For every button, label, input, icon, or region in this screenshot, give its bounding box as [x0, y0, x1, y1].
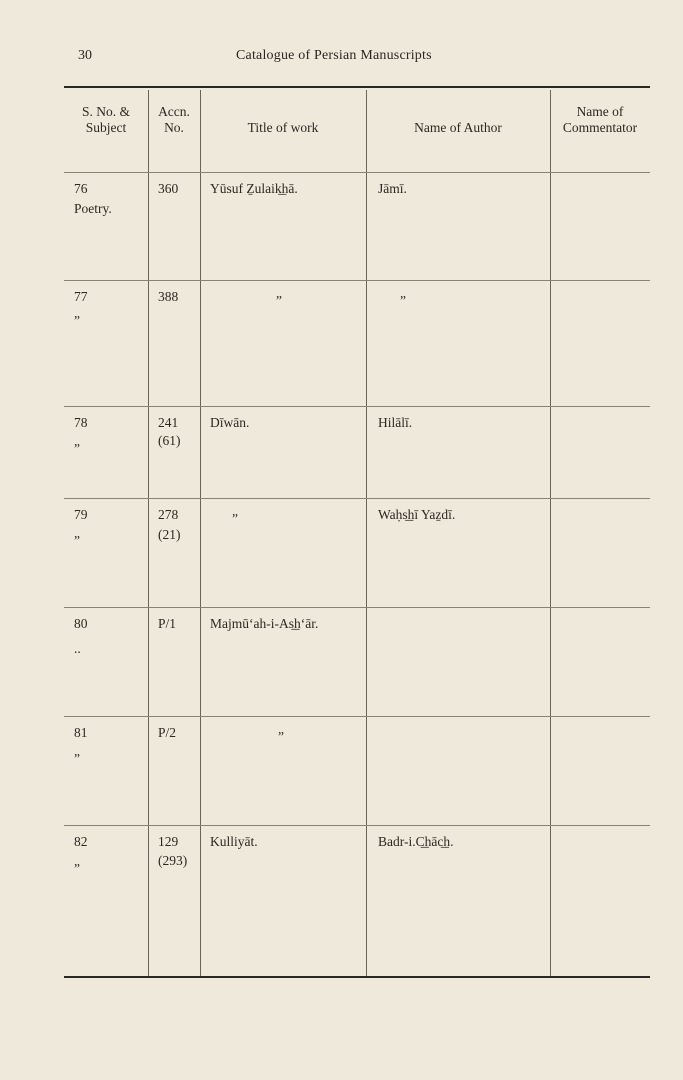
column-header-sno: [66, 104, 146, 136]
header-line: Name of: [576, 104, 624, 119]
work-title: Dīwān.: [210, 415, 250, 430]
row-separator: [64, 280, 650, 281]
accession-number: P/2: [158, 725, 177, 740]
row-separator: [64, 607, 650, 608]
work-title: Kulliyāt.: [210, 834, 258, 849]
accession-number: P/1: [158, 616, 177, 631]
column-header-author: [366, 120, 550, 136]
column-divider: [366, 90, 367, 976]
table-bottom-rule: [64, 976, 650, 978]
accession-number: 241: [158, 415, 179, 430]
page-number: 30: [78, 48, 92, 63]
header-line: Subject: [85, 120, 127, 135]
accession-number-secondary: (293): [158, 853, 188, 868]
row-separator: [64, 825, 650, 826]
work-title: ”: [232, 511, 238, 526]
serial-number: 78: [74, 415, 88, 430]
header-line: Name of Author: [414, 120, 502, 135]
work-title: Yūsuf Ẕulaik͟hā.: [210, 181, 298, 196]
row-separator: [64, 716, 650, 717]
subject: ”: [74, 533, 80, 548]
subject: ”: [74, 861, 80, 876]
subject: ”: [74, 441, 80, 456]
header-line: S. No. &: [81, 104, 130, 119]
row-separator: [64, 172, 650, 173]
accession-number: 278: [158, 507, 179, 522]
header-line: No.: [164, 120, 184, 135]
subject: ”: [74, 313, 80, 328]
accession-number: 129: [158, 834, 179, 849]
row-separator: [64, 406, 650, 407]
author-name: Hilālī.: [378, 415, 413, 430]
author-name: Jāmī.: [378, 181, 407, 196]
serial-number: 82: [74, 834, 88, 849]
author-name: ”: [400, 293, 406, 308]
accession-number: 360: [158, 181, 179, 196]
serial-number: 76: [74, 181, 88, 196]
author-name: Waḥs͟hī Yaẕdī.: [378, 507, 456, 522]
column-header-accn: [148, 104, 200, 136]
table-top-rule: [64, 86, 650, 88]
serial-number: 80: [74, 616, 88, 631]
serial-number: 81: [74, 725, 88, 740]
row-separator: [64, 498, 650, 499]
subject: ”: [74, 751, 80, 766]
page-header: [0, 48, 683, 70]
work-title: ”: [276, 293, 282, 308]
subject: ..: [74, 641, 81, 656]
author-name: Badr-i.C͟hāc͟h.: [378, 834, 454, 849]
accession-number-secondary: (61): [158, 433, 181, 448]
column-header-title: [200, 120, 366, 136]
column-divider: [200, 90, 201, 976]
header-line: Title of work: [247, 120, 319, 135]
header-line: Commentator: [562, 120, 638, 135]
running-title: Catalogue of Persian Manuscripts: [236, 48, 432, 63]
accession-number: 388: [158, 289, 179, 304]
column-divider: [550, 90, 551, 976]
work-title: ”: [278, 729, 284, 744]
column-header-commentator: [550, 104, 650, 136]
header-line: Accn.: [158, 104, 190, 119]
serial-number: 79: [74, 507, 88, 522]
work-title: Majmū‘ah-i-As͟h‘ār.: [210, 616, 319, 631]
serial-number: 77: [74, 289, 88, 304]
column-divider: [148, 90, 149, 976]
subject: Poetry.: [74, 201, 112, 216]
accession-number-secondary: (21): [158, 527, 181, 542]
